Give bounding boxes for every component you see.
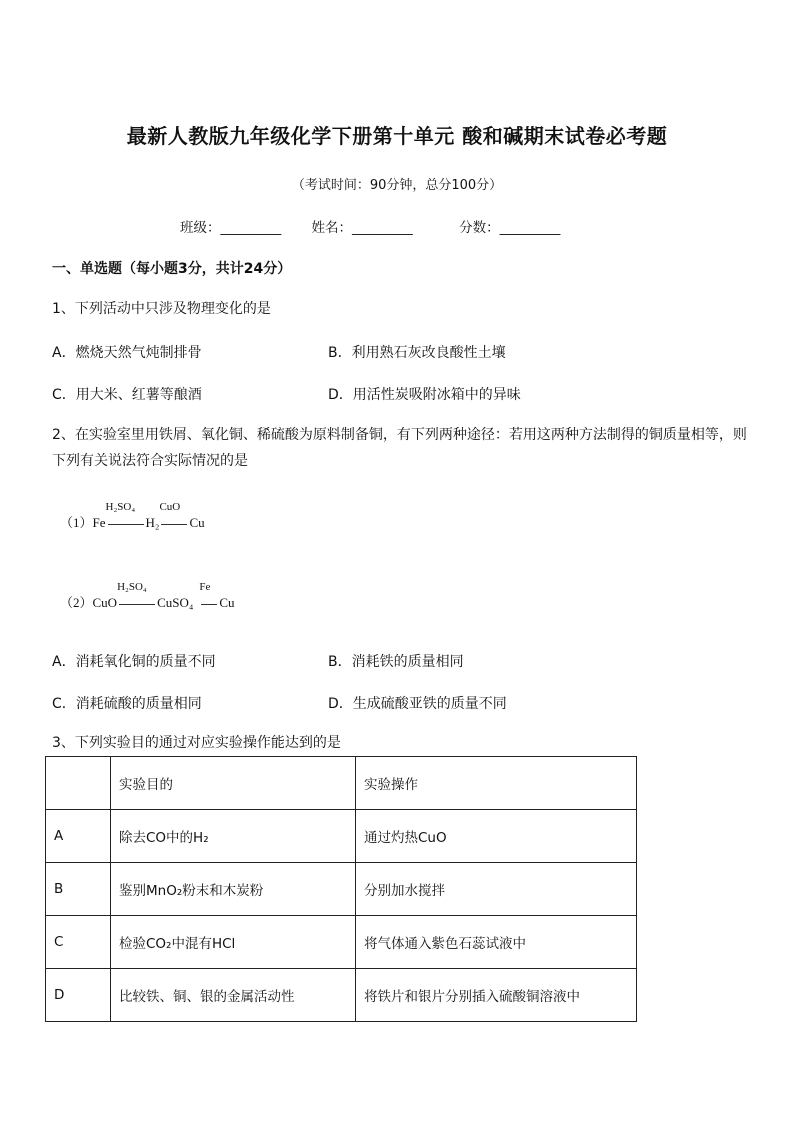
q2-option-d: D．生成硫酸亚铁的质量不同 bbox=[328, 696, 507, 712]
table-cell: 检验CO₂中混有HCl bbox=[111, 916, 356, 969]
table-cell: C bbox=[46, 916, 111, 969]
question-2-stem: 2、在实验室里用铁屑、氧化铜、稀硫酸为原料制备铜，有下列两种途径：若用这两种方法制得的铜质量相等，则下列有关说法符合实际情况的是 bbox=[52, 427, 747, 469]
table-cell: 分别加水搅拌 bbox=[356, 863, 637, 916]
table-header-cell: 实验目的 bbox=[111, 757, 356, 810]
route-2-start: （2）CuO bbox=[60, 595, 118, 610]
route-2-product: Cu bbox=[219, 595, 235, 610]
arrow-icon bbox=[161, 524, 187, 525]
question-1-stem: 1、下列活动中只涉及物理变化的是 bbox=[52, 301, 271, 317]
route-2-intermediate: CuSO₄ bbox=[157, 595, 194, 610]
name-field: 姓名：_________ bbox=[311, 220, 413, 236]
table-cell: 鉴别MnO₂粉末和木炭粉 bbox=[111, 863, 356, 916]
experiment-table bbox=[45, 756, 637, 1022]
arrow-icon bbox=[201, 604, 217, 605]
table-cell: 通过灼热CuO bbox=[356, 810, 637, 863]
arrow-icon bbox=[108, 524, 144, 525]
q1-option-d: D．用活性炭吸附冰箱中的异味 bbox=[328, 387, 521, 403]
score-field: 分数：_________ bbox=[459, 220, 561, 236]
table-cell: 除去CO中的H₂ bbox=[111, 810, 356, 863]
q1-option-b: B．利用熟石灰改良酸性土壤 bbox=[328, 345, 506, 361]
exam-title: 最新人教版九年级化学下册第十单元 酸和碱期末试卷必考题 bbox=[126, 124, 668, 148]
arrow-icon bbox=[119, 604, 155, 605]
section-heading: 一、单选题（每小题3分，共计24分） bbox=[52, 261, 292, 277]
student-info-row bbox=[180, 216, 560, 236]
route-2-reagent-1: H₂SO₄ bbox=[117, 581, 147, 593]
route-1-product: Cu bbox=[189, 515, 205, 530]
q1-option-a: A．燃烧天然气炖制排骨 bbox=[52, 345, 202, 361]
table-row bbox=[46, 863, 637, 916]
table-cell: 将铁片和银片分别插入硫酸铜溶液中 bbox=[356, 969, 637, 1022]
table-cell: B bbox=[46, 863, 111, 916]
q2-option-a: A．消耗氧化铜的质量不同 bbox=[52, 654, 216, 670]
table-cell: 比较铁、铜、银的金属活动性 bbox=[111, 969, 356, 1022]
q2-option-b: B．消耗铁的质量相同 bbox=[328, 654, 464, 670]
route-1-start: （1）Fe bbox=[60, 515, 106, 530]
table-header-row bbox=[46, 757, 637, 810]
table-cell: D bbox=[46, 969, 111, 1022]
question-3-stem: 3、下列实验目的通过对应实验操作能达到的是 bbox=[52, 735, 341, 751]
table-cell: A bbox=[46, 810, 111, 863]
route-1-reagent-2: CuO bbox=[159, 501, 181, 513]
class-field: 班级：_________ bbox=[180, 220, 282, 236]
q2-option-c: C．消耗硫酸的质量相同 bbox=[52, 696, 202, 712]
q2-route-2 bbox=[60, 581, 235, 611]
table-header-cell bbox=[46, 757, 111, 810]
table-row bbox=[46, 916, 637, 969]
q2-route-1 bbox=[60, 501, 205, 531]
table-row bbox=[46, 969, 637, 1022]
q1-option-c: C．用大米、红薯等酿酒 bbox=[52, 387, 202, 403]
table-header-cell: 实验操作 bbox=[356, 757, 637, 810]
route-1-reagent-1: H₂SO₄ bbox=[105, 501, 136, 513]
route-1-intermediate: H₂ bbox=[145, 515, 160, 530]
exam-subtitle: （考试时间：90分钟，总分100分） bbox=[291, 178, 503, 193]
table-row bbox=[46, 810, 637, 863]
route-2-reagent-2: Fe bbox=[199, 581, 211, 593]
table-cell: 将气体通入紫色石蕊试液中 bbox=[356, 916, 637, 969]
